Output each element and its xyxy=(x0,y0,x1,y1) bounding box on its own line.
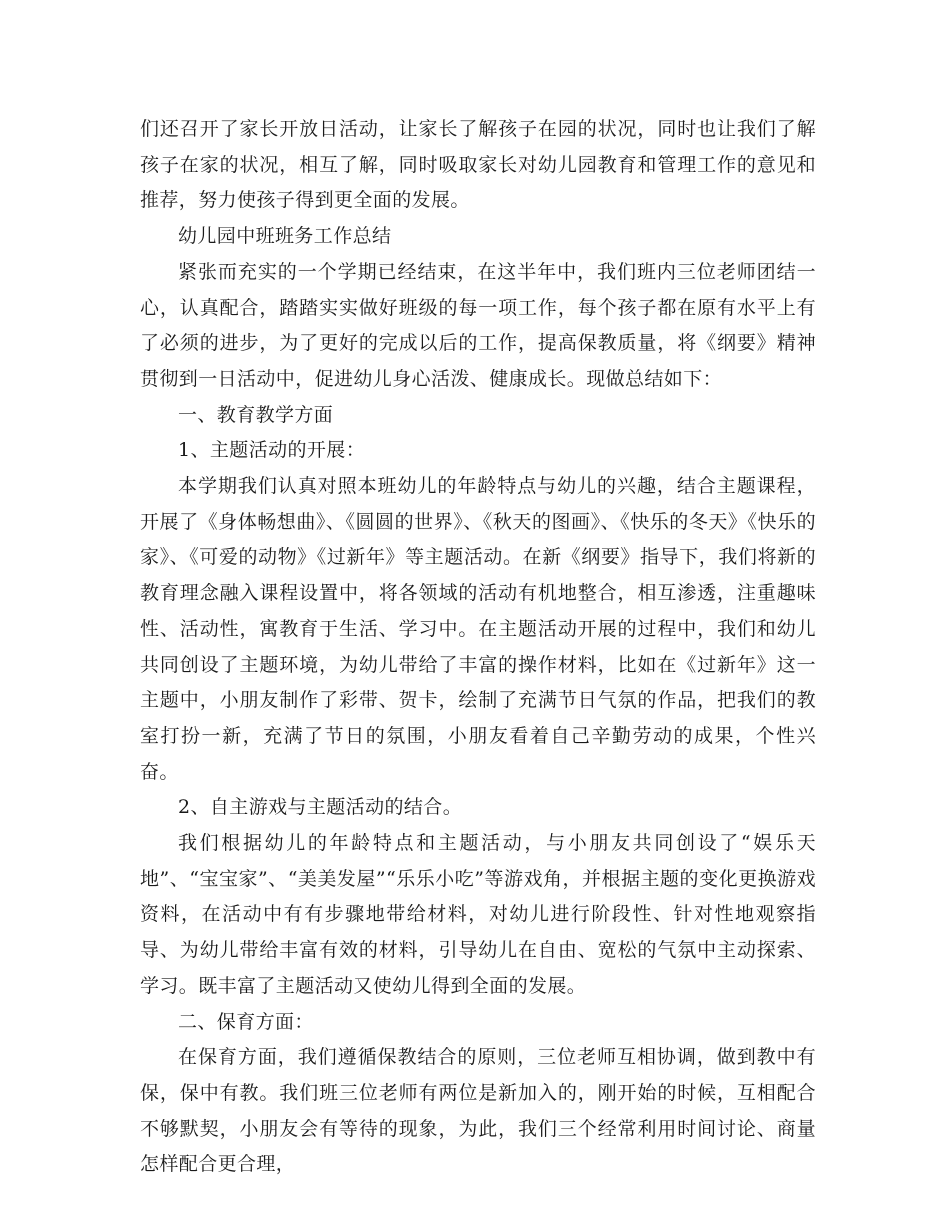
section-title: 幼儿园中班班务工作总结 xyxy=(178,225,392,248)
paragraph-care: 在保育方面，我们遵循保教结合的原则，三位老师互相协调，做到教中有保，保中有教。我们班三位老师有两位是新加入的，刚开始的时候，互相配合不够默契，小朋友会有等待的现象，为此，我们三个经常利用时间讨论、商量怎样配合更合理， xyxy=(140,1046,816,1176)
paragraph-continuation: 们还召开了家长开放日活动，让家长了解孩子在园的状况，同时也让我们了解孩子在家的状况，相互了解，同时吸取家长对幼儿园教育和管理工作的意见和推荐，努力使孩子得到更全面的发展。 xyxy=(140,118,816,212)
paragraph-theme-activities: 本学期我们认真对照本班幼儿的年龄特点与幼儿的兴趣，结合主题课程，开展了《身体畅想曲》、《圆圆的世界》、《秋天的图画》、《快乐的冬天》《快乐的家》、《可爱的动物》《过新年》等主题活动。在新《纲要》指导下，我们将新的教育理念融入课程设置中，将各领域的活动有机地整合，相互渗透，注重趣味性、活动性，寓教育于生活、学习中。在主题活动开展的过程中，我们和幼儿共同创设了主题环境，为幼儿带给了丰富的操作材料，比如在《过新年》这一主题中，小朋友制作了彩带、贺卡，绘制了充满节日气氛的作品，把我们的教室打扮一新，充满了节日的氛围，小朋友看着自己辛勤劳动的成果，个性兴奋。 xyxy=(140,475,816,783)
heading-care: 二、保育方面： xyxy=(178,1010,314,1033)
heading-education: 一、教育教学方面 xyxy=(178,403,334,426)
subheading-free-play: 2、自主游戏与主题活动的结合。 xyxy=(178,796,463,819)
document-body xyxy=(140,112,816,1183)
paragraph-free-play: 我们根据幼儿的年龄特点和主题活动，与小朋友共同创设了“娱乐天地”、“宝宝家”、“美美发屋”“乐乐小吃”等游戏角，并根据主题的变化更换游戏资料，在活动中有有步骤地带给材料，对幼儿进行阶段性、针对性地观察指导、为幼儿带给丰富有效的材料，引导幼儿在自由、宽松的气氛中主动探索、学习。既丰富了主题活动又使幼儿得到全面的发展。 xyxy=(140,832,816,997)
paragraph-intro: 紧张而充实的一个学期已经结束，在这半年中，我们班内三位老师团结一心，认真配合，踏踏实实做好班级的每一项工作，每个孩子都在原有水平上有了必须的进步，为了更好的完成以后的工作，提高保教质量，将《纲要》精神贯彻到一日活动中，促进幼儿身心活泼、健康成长。现做总结如下： xyxy=(140,260,816,390)
subheading-theme-activities: 1、主题活动的开展： xyxy=(178,439,366,462)
